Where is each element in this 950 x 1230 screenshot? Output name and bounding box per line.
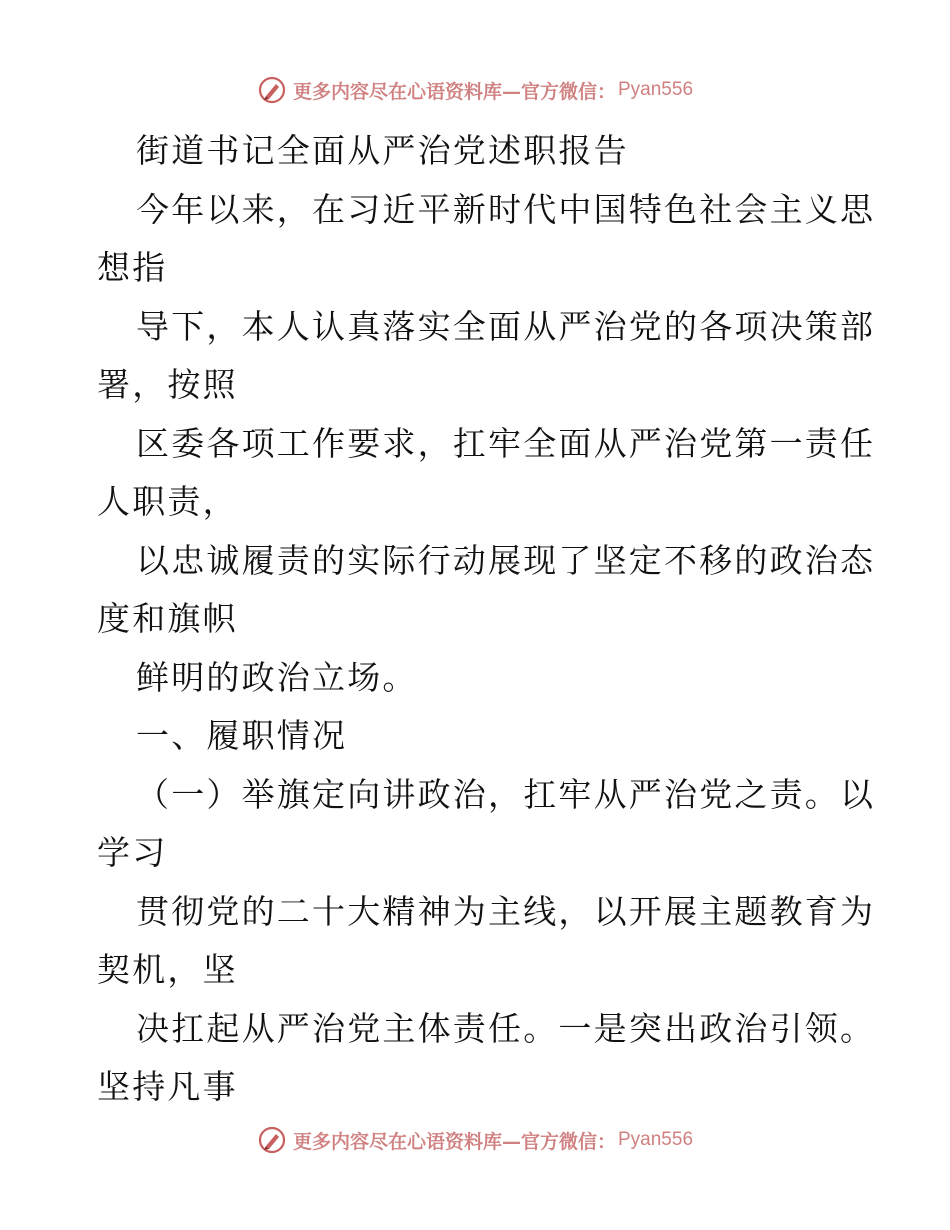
- section-heading: 一、履职情况: [136, 716, 348, 755]
- paragraph-line: 决扛起从严治党主体责任。一是突出政治引领。: [136, 1008, 876, 1048]
- paragraph-line: 导下，本人认真落实全面从严治党的各项决策部: [136, 306, 876, 346]
- paragraph-line: 署，按照: [97, 365, 238, 404]
- paragraph-line: 学习: [97, 833, 168, 872]
- document-body: [97, 122, 876, 1117]
- pen-logo-icon: [257, 75, 287, 105]
- paragraph-line: 人职责，: [97, 482, 238, 521]
- watermark-text: 更多内容尽在心语资料库—官方微信：: [292, 1130, 616, 1153]
- paragraph-line: 以忠诚履责的实际行动展现了坚定不移的政治态: [136, 540, 876, 580]
- paragraph-line: 区委各项工作要求，扛牢全面从严治党第一责任: [136, 423, 876, 463]
- paragraph-line: 今年以来，在习近平新时代中国特色社会主义思: [136, 189, 876, 229]
- watermark-wechat-id: Pyan556: [618, 79, 694, 100]
- watermark-text: 更多内容尽在心语资料库—官方微信：: [292, 80, 616, 103]
- document-title: 街道书记全面从严治党述职报告: [136, 131, 629, 170]
- paragraph-line: 度和旗帜: [97, 599, 238, 638]
- watermark-wechat-id: Pyan556: [618, 1129, 694, 1150]
- paragraph-line: 贯彻党的二十大精神为主线，以开展主题教育为: [136, 891, 876, 931]
- pen-logo-icon: [257, 1125, 287, 1155]
- header-watermark: [0, 70, 950, 110]
- paragraph-line: 想指: [97, 248, 168, 287]
- paragraph-line: 坚持凡事: [97, 1067, 238, 1106]
- paragraph-line: 契机，坚: [97, 950, 238, 989]
- paragraph-line: 鲜明的政治立场。: [136, 657, 418, 697]
- footer-watermark: [0, 1120, 950, 1160]
- subsection-heading: （一）举旗定向讲政治，扛牢从严治党之责。以: [136, 774, 876, 814]
